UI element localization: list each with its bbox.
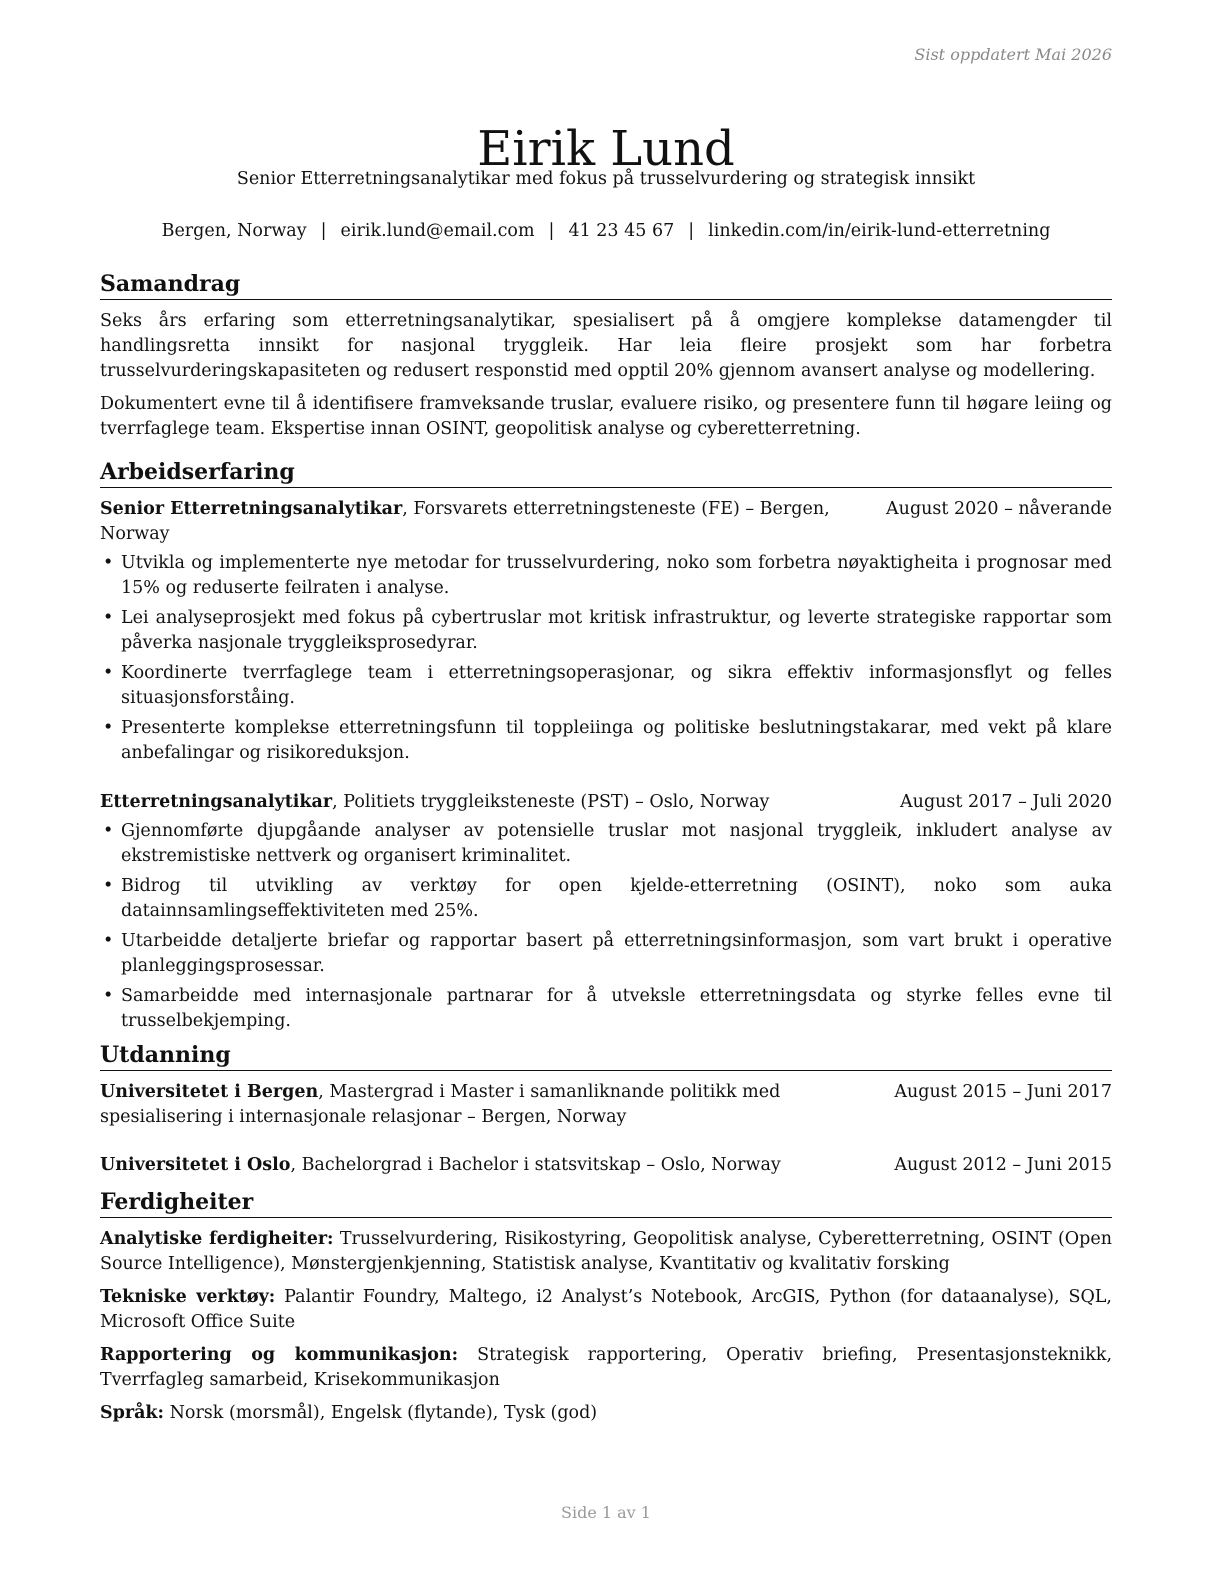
last-updated-note: Sist oppdatert Mai 2026 [914,45,1112,64]
section-title: Utdanning [100,1041,1112,1071]
job-entry [100,790,1112,1034]
contact-separator: | [320,221,327,241]
contact-separator: | [688,221,695,241]
contact-phone: 41 23 45 67 [568,221,675,241]
skill-text: Norsk (morsmål), Engelsk (flytande), Tysk (god) [164,1403,598,1423]
resume-body [100,270,1112,1434]
section-title: Samandrag [100,270,1112,300]
skill-row [100,1227,1112,1277]
summary-paragraph: Seks års erfaring som etterretningsanalytikar, spesialisert på å omgjere komplekse datamengder til handlingsretta innsikt for nasjonal tryggleik. Har leia fleire prosjekt som har forbetra trusselvurderingskapasiteten og redusert responstid med opptil 20% gjennom avansert analyse og modellering. [100,311,1112,381]
skill-label: Språk: [100,1403,165,1423]
contact-separator: | [548,221,555,241]
education-dates: August 2015 – Juni 2017 [894,1082,1112,1102]
experience-section [100,458,1112,1034]
education-detail: , Bachelorgrad i Bachelor i statsvitskap – Oslo, Norway [290,1155,781,1175]
skill-row [100,1401,1112,1426]
education-dates: August 2012 – Juni 2015 [894,1155,1112,1175]
contact-location: Bergen, Norway [161,221,307,241]
education-entry [100,1080,1112,1130]
job-bullet: • Presenterte komplekse etterretningsfunn til toppleiinga og politiske beslutningstakarar, med vekt på klare anbefalingar og risikoreduksjon. [100,716,1112,766]
job-bullet: • Utarbeidde detaljerte briefar og rapportar basert på etterretningsinformasjon, som vart brukt i operative planleggingsprosessar. [100,929,1112,979]
candidate-name: Eirik Lund [477,121,735,178]
job-bullet: • Utvikla og implementerte nye metodar for trusselvurdering, noko som forbetra nøyaktigheita i prognosar med 15% og reduserte feilraten i analyse. [100,551,1112,601]
summary-section [100,270,1112,442]
job-bullet: • Gjennomførte djupgåande analyser av potensielle truslar mot nasjonal tryggleik, inkludert analyse av ekstremistiske nettverk og organisert kriminalitet. [100,819,1112,869]
skill-label: Tekniske verktøy: [100,1287,276,1307]
job-entry [100,497,1112,766]
summary-paragraph: Dokumentert evne til å identifisere framveksande truslar, evaluere risiko, og presentere funn til høgare leiing og tverrfaglege team. Ekspertise innan OSINT, geopolitisk analyse og cyberetterretning. [100,394,1112,439]
education-school: Universitetet i Oslo [100,1155,291,1175]
contact-linkedin[interactable]: linkedin.com/in/eirik-lund-etterretning [708,221,1051,241]
section-title: Ferdigheiter [100,1188,1112,1218]
job-org: , Forsvarets etterretningsteneste (FE) – Bergen, Norway [100,499,830,544]
skill-label: Analytiske ferdigheiter: [100,1229,334,1249]
job-role: Etterretningsanalytikar [100,792,333,812]
job-role: Senior Etterretningsanalytikar [100,499,403,519]
contact-line [100,219,1112,244]
job-bullet: • Koordinerte tverrfaglege team i etterretningsoperasjonar, og sikra effektiv informasjonsflyt og felles situasjonsforståing. [100,661,1112,711]
contact-email[interactable]: eirik.lund@email.com [340,221,535,241]
skill-row [100,1343,1112,1393]
page-number: Side 1 av 1 [561,1503,651,1522]
skills-section [100,1188,1112,1426]
job-bullet: • Bidrog til utvikling av verktøy for open kjelde-etterretning (OSINT), noko som auka datainnsamlingseffektiviteten med 25%. [100,874,1112,924]
skill-row [100,1285,1112,1335]
job-dates: August 2017 – Juli 2020 [900,792,1112,812]
education-entry [100,1153,1112,1178]
job-bullet: • Samarbeidde med internasjonale partnarar for å utveksle etterretningsdata og styrke felles evne til trusselbekjemping. [100,984,1112,1034]
skill-label: Rapportering og kommunikasjon: [100,1345,459,1365]
job-dates: August 2020 – nåverande [886,499,1112,519]
education-detail: , Mastergrad i Master i samanliknande politikk med spesialisering i internasjonale relasjonar – Bergen, Norway [100,1082,781,1127]
skill-text: Strategisk rapportering, Operativ briefing, Presentasjonsteknikk, Tverrfagleg samarbeid, Krisekommunikasjon [100,1345,1113,1390]
education-section [100,1041,1112,1178]
tagline: Senior Etterretningsanalytikar med fokus på trusselvurdering og strategisk innsikt [236,169,976,189]
education-school: Universitetet i Bergen [100,1082,319,1102]
job-bullet: • Lei analyseprosjekt med fokus på cybertruslar mot kritisk infrastruktur, og leverte strategiske rapportar som påverka nasjonale tryggleiksprosedyrar. [100,606,1112,656]
section-title: Arbeidserfaring [100,458,1112,488]
skill-text: Trusselvurdering, Risikostyring, Geopolitisk analyse, Cyberetterretning, OSINT (Open Source Intelligence), Mønstergjenkjenning, Statistisk analyse, Kvantitativ og kvalitativ forsking [100,1229,1112,1274]
job-org: , Politiets tryggleiksteneste (PST) – Oslo, Norway [332,792,770,812]
skill-text: Palantir Foundry, Maltego, i2 Analyst’s Notebook, ArcGIS, Python (for dataanalyse), SQL, Microsoft Office Suite [100,1287,1112,1332]
